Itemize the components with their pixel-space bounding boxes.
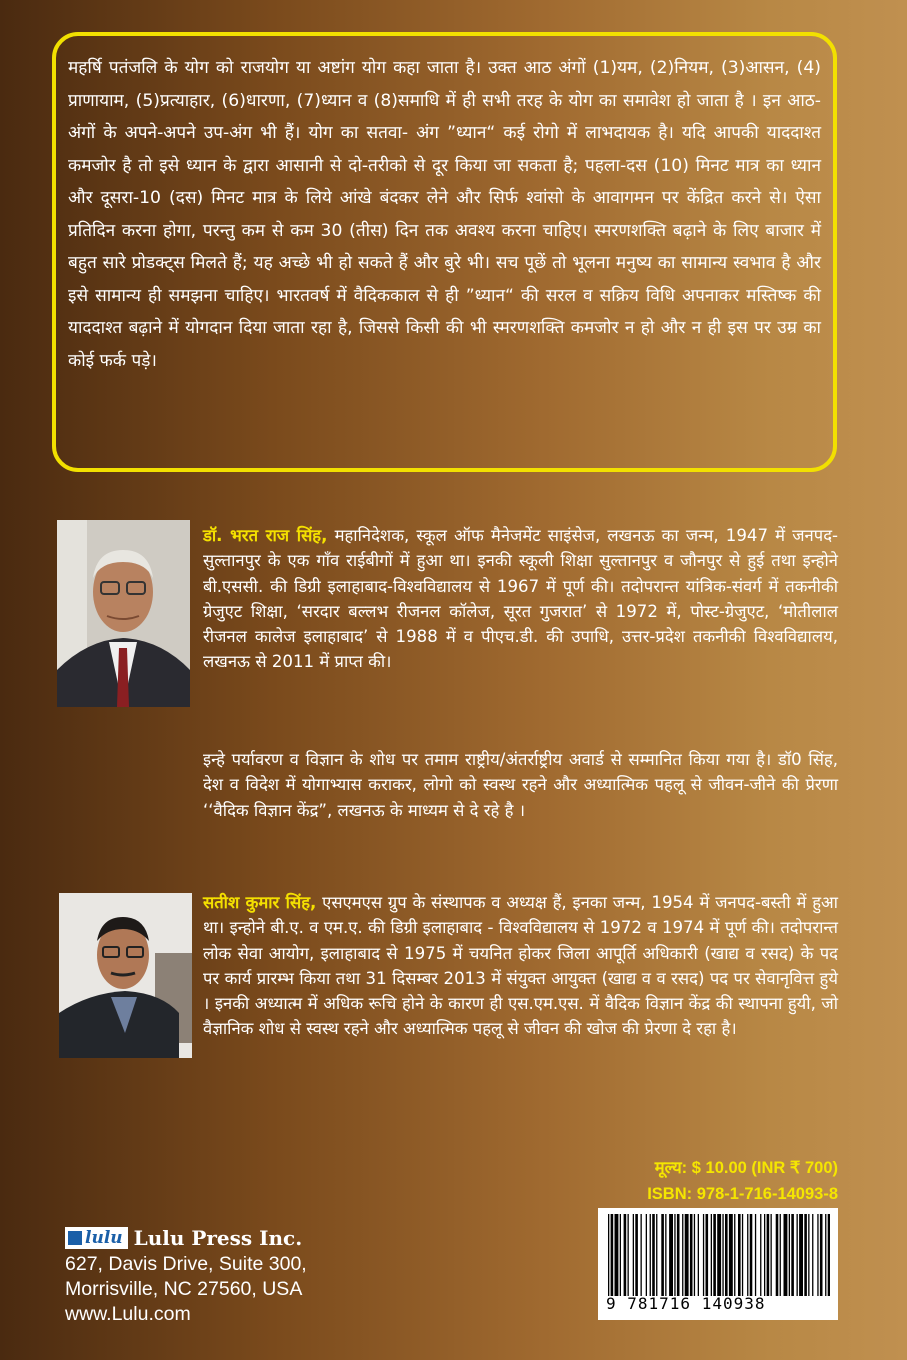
barcode-bar xyxy=(608,1214,609,1296)
publisher-website: www.Lulu.com xyxy=(65,1303,191,1325)
author2-bio-text: एसएमएस ग्रुप के संस्थापक व अध्यक्ष हैं, इनका जन्म, 1954 में जनपद-बस्ती में हुआ था। इन्होने बी.ए. व एम.ए. की डिग्री इलाहाबाद - विश्वविद्यालय से 1972 व 1974 में पूर्ण की। तदोपरान्त लोक सेवा आयोग, इलाहाबाद से 1975 में चयनित होकर जिला आपूर्ति अधिकारी (खाद्य व रसद) के पद पर कार्य प्रारम्भ किया तथा 31 दिसम्बर 2013 में संयुक्त आयुक्त (खाद्य व व रसद) पद पर सेवानृवित्त हुये । इनकी अध्यात्म में अधिक रूचि होने के कारण ही एस.एम.एस. में वैदिक विज्ञान केंद्र की स्थापना हुयी, जो वैज्ञानिक शोध से स्वस्थ रहने और अध्यात्मिक पहलू से जीवन की खोज की प्रेरणा दे रहा है। xyxy=(203,893,838,1039)
publisher-block xyxy=(65,1226,307,1327)
barcode-bar xyxy=(633,1214,634,1296)
author1-bio-bottom: इन्हे पर्यावरण व विज्ञान के शोध पर तमाम राष्ट्रीय/अंतर्राष्ट्रीय अवार्ड से सम्मानित किया गया है। डॉ0 सिंह, देश व विदेश में योगाभ्यास कराकर, लोगो को स्वस्थ रहने और अध्यात्मिक पहलू से जीवन-जीने की प्रेरणा ‘‘वैदिक विज्ञान केंद्र”, लखनऊ के माध्यम से दे रहे है । xyxy=(203,750,838,820)
barcode-bar xyxy=(791,1214,794,1296)
publisher-address-2: Morrisville, NC 27560, USA xyxy=(65,1278,303,1300)
barcode-bar xyxy=(804,1214,807,1296)
barcode-bar xyxy=(799,1214,803,1296)
isbn-text: ISBN: 978-1-716-14093-8 xyxy=(647,1185,838,1203)
author2-name: सतीश कुमार सिंह, xyxy=(203,893,317,912)
barcode-bar xyxy=(656,1214,657,1296)
barcode-bar xyxy=(690,1214,693,1296)
barcode-bar xyxy=(722,1214,723,1296)
barcode-bar xyxy=(682,1214,683,1296)
barcode-bar xyxy=(808,1214,809,1296)
barcode-bar xyxy=(628,1214,629,1296)
barcode-bar xyxy=(635,1214,638,1296)
barcode-bar xyxy=(665,1214,666,1296)
barcode-bar xyxy=(817,1214,818,1296)
barcode-bar xyxy=(624,1214,627,1296)
barcode-bar xyxy=(828,1214,830,1296)
barcode-bar xyxy=(747,1214,748,1296)
author1-bio-continued xyxy=(203,747,838,823)
barcode-bar xyxy=(725,1214,728,1296)
author1-bio xyxy=(203,523,838,675)
barcode-bar xyxy=(641,1214,642,1296)
barcode-bar xyxy=(780,1214,781,1296)
barcode-bars xyxy=(606,1214,830,1296)
barcode-bar xyxy=(713,1214,716,1296)
barcode-bar xyxy=(760,1214,761,1296)
barcode-bar xyxy=(789,1214,790,1296)
publisher-address-1: 627, Davis Drive, Suite 300, xyxy=(65,1253,307,1275)
barcode-bar xyxy=(784,1214,788,1296)
barcode-digits: 9 781716 140938 xyxy=(606,1294,766,1313)
barcode-bar xyxy=(717,1214,721,1296)
barcode-bar xyxy=(742,1214,743,1296)
lulu-logo: lulu xyxy=(65,1227,128,1249)
barcode-bar xyxy=(812,1214,813,1296)
barcode-bar xyxy=(650,1214,651,1296)
barcode-bar xyxy=(611,1214,614,1296)
barcode-bar xyxy=(750,1214,753,1296)
barcode-bar xyxy=(698,1214,699,1296)
barcode-bar xyxy=(694,1214,695,1296)
barcode-bar xyxy=(677,1214,680,1296)
barcode-bar xyxy=(734,1214,735,1296)
barcode-bar xyxy=(620,1214,621,1296)
barcode-bar xyxy=(825,1214,826,1296)
barcode-bar xyxy=(703,1214,704,1296)
intro-box xyxy=(52,32,837,472)
barcode-bar xyxy=(767,1214,770,1296)
barcode-bar xyxy=(729,1214,733,1296)
barcode-bar xyxy=(706,1214,709,1296)
barcode-bar xyxy=(776,1214,779,1296)
intro-paragraph: महर्षि पतंजलि के योग को राजयोग या अष्टांग योग कहा जाता है। उक्त आठ अंगों (1)यम, (2)नियम, (3)आसन, (4) प्राणायाम, (5)प्रत्याहार, (6)धारणा, (7)ध्यान व (8)समाधि में ही सभी तरह के योग का समावेश हो जाता है । इन आठ-अंगों के अपने-अपने उप-अंग भी हैं। योग का सतवा- अंग ”ध्यान“ कई रोगो में लाभदायक है। यदि आपकी याददाश्त कमजोर है तो इसे ध्यान के द्वारा आसानी से दो-तरीको से दूर किया जा सकता है; पहला-दस (10) मिनट मात्र का ध्यान और दूसरा-10 (दस) मिनट मात्र के लिये आंखे बंदकर लेने और सिर्फ श्वांसो के आवागमन पर केंद्रित करने से। ऐसा प्रतिदिन करना होगा, परन्तु कम से कम 30 (तीस) दिन तक अवश्य करना चाहिए। स्मरणशक्ति बढ़ाने के लिए बाजार में बहुत सारे प्रोडक्ट्स मिलते हैं; यह अच्छे भी हो सकते हैं और बुरे भी। सच पूछें तो भूलना मनुष्य का सामान्य स्वभाव है और इसे सामान्य ही समझना चाहिए। भारतवर्ष में वैदिककाल से ही ”ध्यान“ की सरल व सक्रिय विधि अपनाकर मस्तिष्क की याददाश्त बढ़ाने में योगदान दिया जाता रहा है, जिससे किसी की भी स्मरणशक्ति कमजोर न हो और न ही इस पर उम्र का कोई फर्क पड़े। xyxy=(68,58,821,371)
barcode-bar xyxy=(797,1214,798,1296)
barcode-bar xyxy=(652,1214,655,1296)
author1-photo xyxy=(57,520,190,707)
barcode-bar xyxy=(738,1214,741,1296)
barcode-bar xyxy=(646,1214,647,1296)
barcode-bar xyxy=(661,1214,664,1296)
isbn-barcode xyxy=(598,1208,838,1320)
barcode-bar xyxy=(674,1214,675,1296)
author2-photo xyxy=(59,893,192,1058)
barcode-bar xyxy=(669,1214,673,1296)
barcode-bar xyxy=(685,1214,689,1296)
barcode-bar xyxy=(711,1214,712,1296)
author1-bio-top: महानिदेशक, स्कूल ऑफ मैनेजमेंट साइंसेज, लखनऊ का जन्म, 1947 में जनपद-सुल्तानपुर के एक गाँव राईबीगों में हुआ था। इनकी स्कूली शिक्षा सुल्तानपुर व जौनपुर से हुई तथा इन्होने बी.एससी. की डिग्री इलाहाबाद-विश्वविद्यालय से 1967 में पूर्ण की। तदोपरान्त यांत्रिक-संवर्ग में तकनीकी ग्रेजुएट शिक्षा, ‘सरदार बल्लभ रीजनल कॉलेज, सूरत गुजरात’ से 1972 में, पोस्ट-ग्रेजुएट, ‘मोतीलाल रीजनल कालेज इलाहाबाद’ से 1988 में व पीएच.डी. की उपाधि, उत्तर-प्रदेश तकनीकी विश्वविद्यालय, लखनऊ से 2011 में प्राप्त की। xyxy=(203,526,838,672)
author2-portrait xyxy=(59,893,192,1058)
publisher-name: Lulu Press Inc. xyxy=(133,1226,303,1250)
author1-portrait xyxy=(57,520,190,707)
author1-name: डॉ. भरत राज सिंह, xyxy=(203,526,328,545)
barcode-bar xyxy=(820,1214,823,1296)
barcode-bar xyxy=(771,1214,772,1296)
barcode-bar xyxy=(615,1214,619,1296)
barcode-bar xyxy=(764,1214,765,1296)
price-text: मूल्य: $ 10.00 (INR ₹ 700) xyxy=(654,1159,838,1177)
lulu-logo-icon xyxy=(68,1231,82,1245)
barcode-bar xyxy=(755,1214,756,1296)
author2-bio xyxy=(203,890,838,1042)
price-block xyxy=(647,1155,838,1207)
